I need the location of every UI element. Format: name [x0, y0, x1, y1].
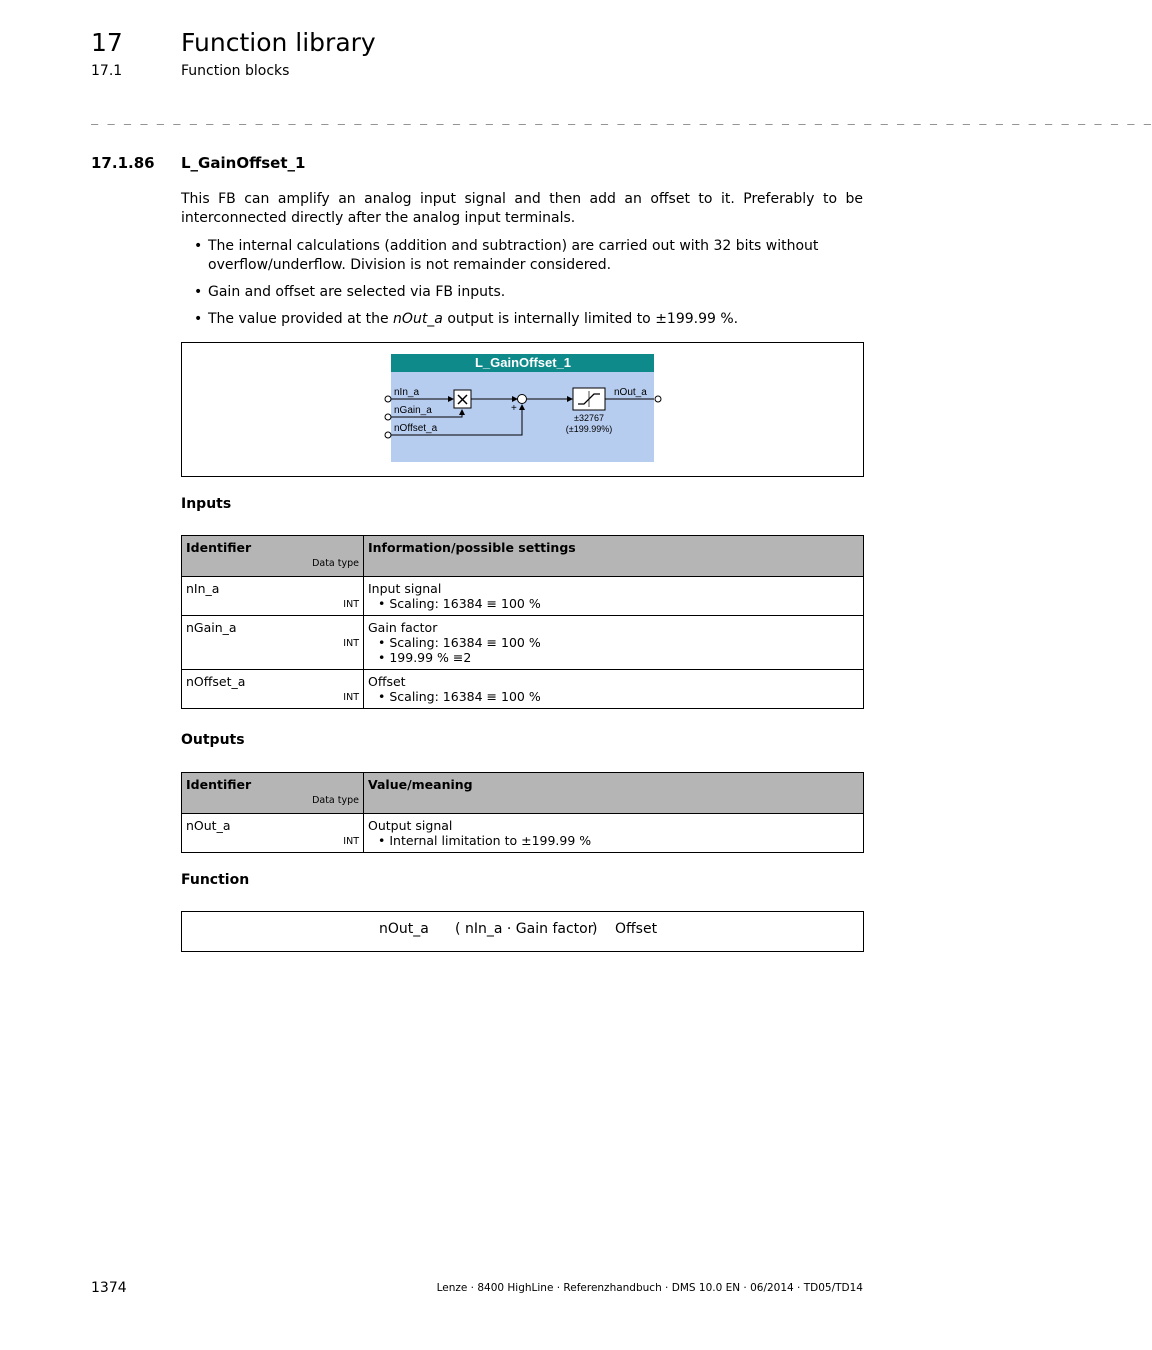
bullet-text: The internal calculations (addition and subtraction) are carried out with 32 bits without overflow/underflow. Division is not remainder considered. — [208, 238, 819, 273]
info-bullet: • 199.99 % ≡2 — [378, 650, 472, 665]
identifier-text: nGain_a — [186, 620, 237, 635]
page-number: 1374 — [91, 1280, 127, 1296]
label-nin: nIn_a — [394, 387, 420, 398]
label-nout: nOut_a — [614, 387, 647, 398]
info-cell — [364, 670, 864, 709]
header-identifier-label: Identifier — [186, 777, 252, 792]
formula-paren-close: ) — [592, 921, 598, 937]
header-datatype-label: Data type — [312, 795, 359, 806]
diagram-frame — [181, 342, 864, 477]
table-row — [182, 670, 864, 709]
header-identifier-label: Identifier — [186, 540, 252, 555]
chapter-number: 17 — [91, 28, 123, 57]
bullet-item: • The value provided at the nOut_a output is internally limited to ±199.99 %. — [194, 311, 739, 327]
formula-lhs: nOut_a — [379, 921, 429, 937]
identifier-cell — [182, 577, 364, 616]
function-block-diagram — [182, 343, 863, 476]
identifier-text: nOut_a — [186, 818, 231, 833]
label-noffset: nOffset_a — [394, 423, 438, 434]
bullet-item: • The internal calculations (addition and subtraction) are carried out with 32 bits without overflow/underflow. Division is not remainder considered. — [194, 238, 819, 273]
header-identifier — [182, 773, 364, 814]
limit-value: ±32767 — [574, 413, 604, 423]
label-ngain: nGain_a — [394, 405, 432, 416]
table-row — [182, 616, 864, 670]
function-heading: Function — [181, 872, 250, 888]
subsection-title: L_GainOffset_1 — [181, 154, 306, 172]
identifier-cell — [182, 616, 364, 670]
identifier-cell — [182, 814, 364, 853]
info-text: Offset — [368, 674, 406, 689]
output-pin-nout — [655, 396, 661, 402]
intro-paragraph: This FB can amplify an analog input signal and then add an offset to it. Preferably to be interconnected directly after the analog input terminals. — [181, 191, 863, 226]
outputs-table — [181, 772, 864, 853]
bullet-text-em: nOut_a — [393, 311, 443, 327]
info-text: Output signal — [368, 818, 453, 833]
table-row — [182, 577, 864, 616]
info-bullet: • Internal limitation to ±199.99 % — [378, 833, 592, 848]
datatype-text: INT — [343, 836, 359, 847]
table-header-row — [182, 536, 864, 577]
chapter-title: Function library — [181, 28, 376, 57]
footer-text: Lenze · 8400 HighLine · Referenzhandbuch · DMS 10.0 EN · 06/2014 · TD05/TD14 — [436, 1282, 863, 1294]
input-pin-ngain — [385, 414, 391, 420]
header-divider: _ _ _ _ _ _ _ _ _ _ _ _ _ _ _ _ _ _ _ _ _ _ _ _ _ _ _ _ _ _ _ _ _ _ _ _ _ _ _ _ _ _ _ _ _ _ _ _ _ _ _ _ _ _ _ _ _ _ _ _ _ _ _ _ _ — [91, 111, 1152, 125]
header-info: Information/possible settings — [364, 536, 864, 577]
limit-percent: (±199.99%) — [565, 424, 613, 434]
bullet-text-pre: The value provided at the — [208, 311, 394, 327]
info-cell — [364, 814, 864, 853]
identifier-cell — [182, 670, 364, 709]
table-header-row — [182, 773, 864, 814]
header-identifier — [182, 536, 364, 577]
sum-junction — [518, 395, 527, 404]
bullet-item: • Gain and offset are selected via FB inputs. — [194, 284, 506, 300]
info-bullet: • Scaling: 16384 ≡ 100 % — [378, 596, 541, 611]
section-number: 17.1 — [91, 63, 123, 79]
formula-rhs: Offset — [615, 921, 658, 937]
info-bullet: • Scaling: 16384 ≡ 100 % — [378, 635, 541, 650]
datatype-text: INT — [343, 692, 359, 703]
block-title: L_GainOffset_1 — [474, 355, 572, 370]
bullet-text: Gain and offset are selected via FB inputs. — [208, 284, 506, 300]
info-bullet: • Scaling: 16384 ≡ 100 % — [378, 689, 541, 704]
bullet-text-post: output is internally limited to ±199.99 %. — [442, 311, 739, 327]
function-formula-box — [181, 911, 864, 952]
datatype-text: INT — [343, 638, 359, 649]
info-cell — [364, 616, 864, 670]
datatype-text: INT — [343, 599, 359, 610]
section-title: Function blocks — [181, 63, 290, 79]
subsection-number: 17.1.86 — [91, 154, 155, 172]
bullet-list — [181, 237, 863, 337]
header-value: Value/meaning — [364, 773, 864, 814]
formula-term: nIn_a · Gain factor — [465, 921, 594, 937]
header-datatype-label: Data type — [312, 558, 359, 569]
input-pin-noffset — [385, 432, 391, 438]
sum-sign: + — [511, 403, 517, 414]
formula-paren-open: ( — [455, 921, 461, 937]
inputs-heading: Inputs — [181, 496, 232, 512]
outputs-heading: Outputs — [181, 732, 245, 748]
identifier-text: nIn_a — [186, 581, 220, 596]
info-text: Input signal — [368, 581, 442, 596]
input-pin-nin — [385, 396, 391, 402]
inputs-table — [181, 535, 864, 709]
info-cell — [364, 577, 864, 616]
info-text: Gain factor — [368, 620, 438, 635]
table-row — [182, 814, 864, 853]
identifier-text: nOffset_a — [186, 674, 246, 689]
